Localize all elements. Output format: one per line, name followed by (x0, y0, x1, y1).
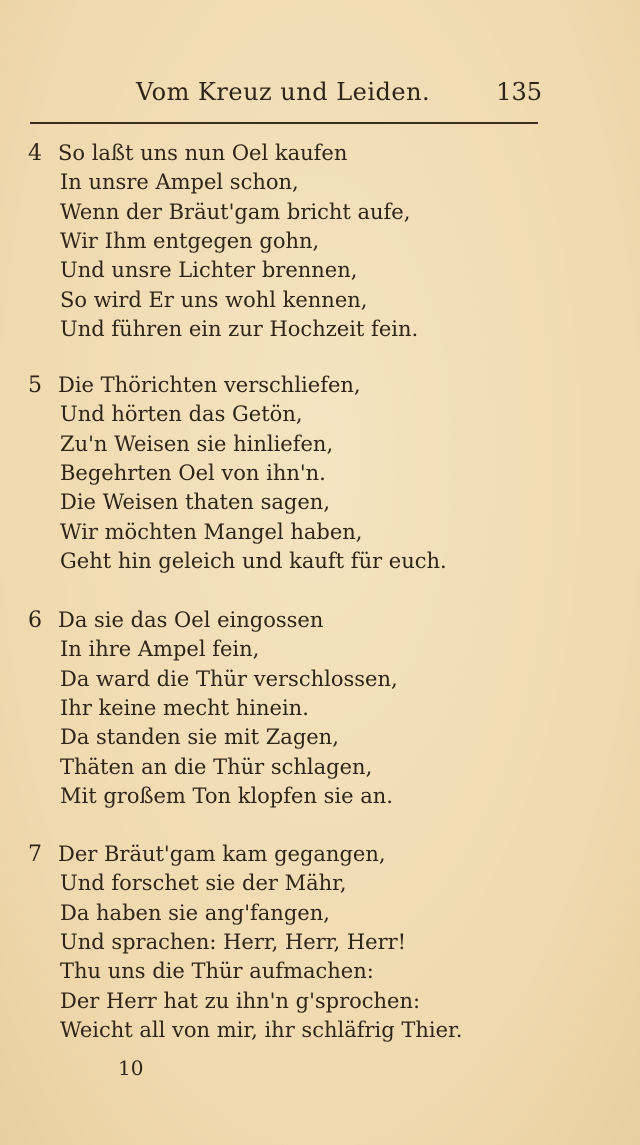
verse-line: Ihr keine mecht hinein. (60, 695, 309, 720)
verse-line: Und hörten das Getön, (60, 402, 303, 427)
verse-line: Da ward die Thür verschlossen, (60, 666, 398, 691)
header-rule (30, 122, 538, 124)
verse-line: Die Thörichten verschliefen, (58, 373, 361, 397)
verse-line: Zu'n Weisen sie hinliefen, (60, 431, 334, 456)
verse-line: Und führen ein zur Hochzeit fein. (60, 316, 419, 341)
chapter-title: Vom Kreuz und Leiden. (136, 78, 431, 106)
verse-line: Der Herr hat zu ihn'n g'sprochen: (60, 988, 421, 1013)
page-number: 135 (496, 78, 542, 106)
running-head (0, 78, 640, 114)
verse-line: Der Bräut'gam kam gegangen, (58, 842, 386, 866)
verse-line: Da sie das Oel eingossen (58, 608, 324, 632)
verse-line: Wenn der Bräut'gam bricht aufe, (60, 199, 411, 224)
verse-line: Und sprachen: Herr, Herr, Herr! (60, 929, 407, 954)
stanza-number: 5 (28, 373, 42, 398)
verse-line: Mit großem Ton klopfen sie an. (60, 783, 393, 808)
verse-line: Da standen sie mit Zagen, (60, 725, 339, 750)
verse-line: So wird Er uns wohl kennen, (60, 287, 368, 312)
verse-line: Geht hin geleich und kauft für euch. (60, 548, 447, 573)
verse-line: Und unsre Lichter brennen, (60, 258, 358, 283)
verse-line: Wir Ihm entgegen gohn, (60, 228, 320, 253)
stanza-number: 4 (28, 141, 42, 166)
stanza-number: 6 (28, 608, 42, 633)
verse-line: Und forschet sie der Mähr, (60, 871, 347, 896)
verse-line: Die Weisen thaten sagen, (60, 490, 330, 515)
verse-line: In ihre Ampel fein, (60, 637, 260, 662)
stanza-number: 7 (28, 842, 42, 867)
verse-line: Begehrten Oel von ihn'n. (60, 460, 326, 485)
verse-line: In unsre Ampel schon, (60, 170, 299, 195)
verse-line: Thäten an die Thür schlagen, (60, 754, 373, 779)
verse-line: Da haben sie ang'fangen, (60, 900, 330, 925)
verse-line: Wir möchten Mangel haben, (60, 519, 363, 544)
verse-line: So laßt uns nun Oel kaufen (58, 141, 348, 165)
signature-mark: 10 (118, 1056, 144, 1080)
verse-line: Thu uns die Thür aufmachen: (60, 959, 374, 984)
verse-line: Weicht all von mir, ihr schläfrig Thier. (60, 1017, 463, 1042)
